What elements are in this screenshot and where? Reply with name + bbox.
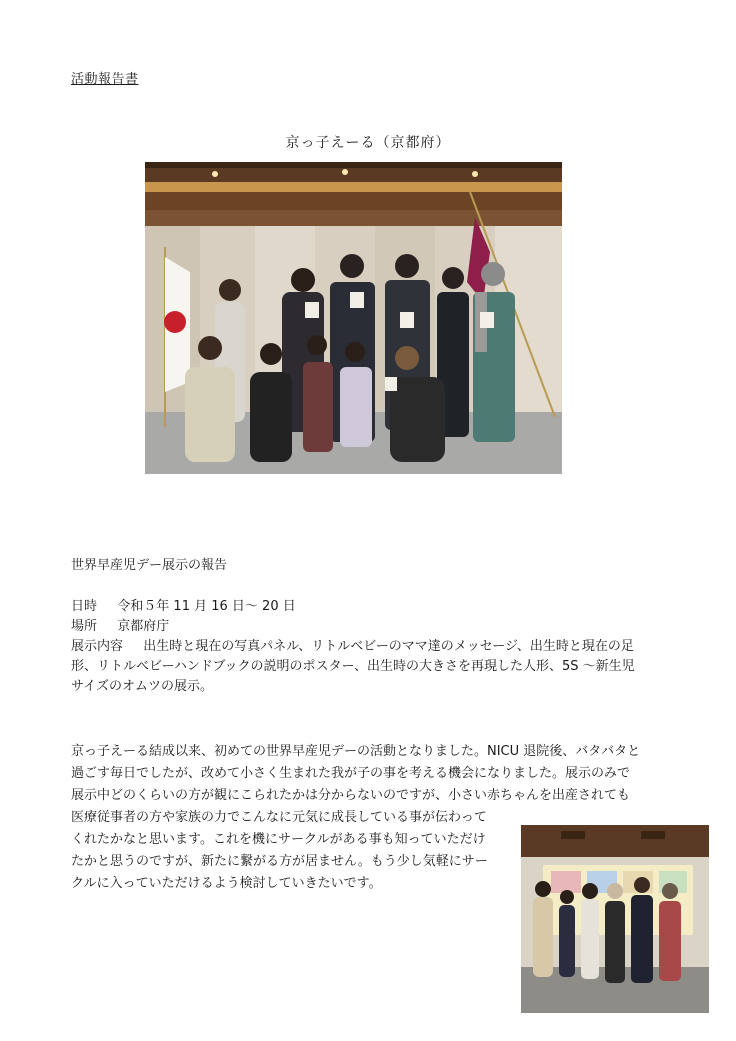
content-label: 展示内容 (71, 639, 124, 654)
body-line: くれたかなと思います。これを機にサークルがある事も知っていただけ (71, 832, 486, 847)
content-line: 形、リトルベビーハンドブックの説明のポスター、出生時の大きさを再現した人形、5S ～新生児 (71, 659, 635, 674)
place-value: 京都府庁 (117, 619, 170, 634)
exhibit-photo (521, 825, 709, 1013)
content-line: サイズのオムツの展示。 (71, 679, 213, 694)
document-label: 活動報告書 (71, 72, 139, 87)
place-label: 場所 (71, 619, 98, 634)
date-value: 令和５年 11 月 16 日～ 20 日 (117, 599, 296, 614)
place-row (71, 617, 671, 637)
body-line: たかと思うのですが、新たに繋がる方が居ません。もう少し気軽にサー (71, 854, 488, 869)
report-heading: 世界早産児デー展示の報告 (71, 558, 228, 573)
body-line: 医療従事者の方や家族の力でこんなに元気に成長している事が伝わって (71, 810, 487, 825)
event-info (71, 597, 671, 697)
content-line: 出生時と現在の写真パネル、リトルベビーのママ達のメッセージ、出生時と現在の足 (143, 639, 634, 654)
date-label: 日時 (71, 599, 98, 614)
group-title: 京っ子えーる（京都府） (285, 135, 451, 151)
body-line: 展示中どのくらいの方が観にこられたかは分からないのですが、小さい赤ちゃんを出産されても (71, 788, 631, 803)
body-line: クルに入っていただけるよう検討していきたいです。 (71, 876, 382, 891)
group-photo (145, 162, 562, 474)
body-line: 過ごす毎日でしたが、改めて小さく生まれた我が子の事を考える機会になりました。展示のみで (71, 766, 631, 781)
body-line: 京っ子えーる結成以来、初めての世界早産児デーの活動となりました。NICU 退院後、バタバタと (71, 744, 641, 759)
date-row (71, 597, 671, 617)
content-row (71, 637, 671, 657)
